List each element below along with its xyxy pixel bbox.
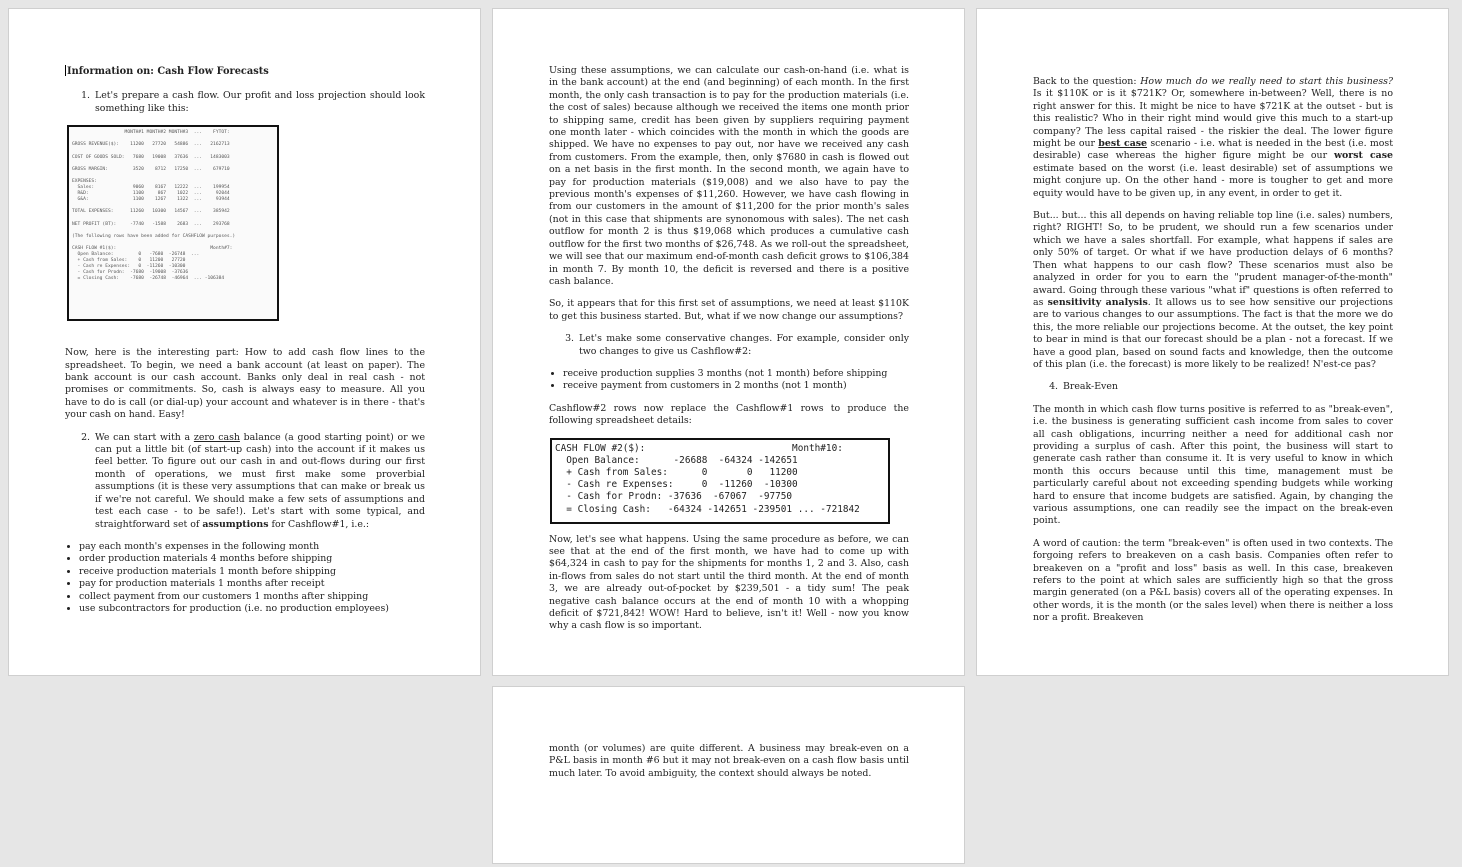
- table-line: + Cash from Sales: 0 11200 27720: [72, 258, 186, 264]
- numbered-list-2: [65, 432, 425, 531]
- page-3-content: [1033, 76, 1393, 635]
- numbered-list-4: [1033, 381, 1393, 393]
- text-cursor: [65, 65, 66, 76]
- list-item: • receive production materials 1 month before shipping: [79, 566, 425, 578]
- list-item: • pay for production materials 1 months after receipt: [79, 578, 425, 590]
- list-item-3: 3. Let's make some conservative changes. For example, consider only two changes to give us Cashflow#2:: [577, 333, 909, 358]
- table-line: = Closing Cash: -64324 -142651 -239501 ... -721842: [555, 503, 860, 515]
- document-page-1: [8, 8, 481, 676]
- table-line: MONTH#1 MONTH#2 MONTH#3 ... FYTOT:: [72, 130, 230, 136]
- paragraph: The month in which cash flow turns positive is referred to as "break-even", i.e. the business is generating sufficient cash income from sales to cover all cash obligations, incurring neither a need for additional cash nor providing a surplus of cash. After this point, the business will start to generate cash rather than consume it. It is very useful to know in which month this occurs because until this time, management must be particularly careful about not exceeding spending budgets while working hard to ensure that income budgets are satisfied. Again, by changing the various assumptions, one can readily see the impact on the break-even point.: [1033, 403, 1393, 527]
- table-line: - Cash re Expenses: 0 -11260 -10300: [72, 264, 186, 270]
- table-line: Sales: 9060 8167 12222 ... 199954: [72, 185, 230, 191]
- list-item: • order production materials 4 months before shipping: [79, 553, 425, 565]
- document-page-4: [492, 686, 965, 864]
- list-item-1: 1. Let's prepare a cash flow. Our profit and loss projection should look something like this:: [93, 90, 425, 115]
- document-page-3: [976, 8, 1449, 676]
- table-line: R&D: 1100 867 1022 ... 92044: [72, 191, 230, 197]
- list-item: • use subcontractors for production (i.e. no production employees): [79, 603, 425, 615]
- table-line: CASH FLOW #1($): Month#7:: [72, 246, 233, 251]
- paragraph: Using these assumptions, we can calculate our cash-on-hand (i.e. what is in the bank account) at the end (and beginning) of each month. In the first month, the only cash transaction is to pay for the production materials (i.e. the cost of sales) because although we received the items one month prior to shipping same, credit has been given by suppliers requiring payment one month later - which coincides with the month in which the goods are shipped. We have no expenses to pay out, nor have we received any cash from customers. From the example, then, only $7680 in cash is flowed out on a net basis in the first month. In the second month, we again have to pay for production materials ($19,008) and we also have to pay the previous month's expenses of $11,260. However, we have cash flowing in from our customers in the amount of $11,200 for the prior month's sales (not in this case that shipments are synonomous with sales). The net cash outflow for month 2 is thus $19,068 which produces a cumulative cash outflow for the first two months of $26,748. As we roll-out the spreadsheet, we will see that our maximum end-of-month cash deficit grows to $106,384 in month 7. By month 10, the deficit is reversed and there is a positive cash balance.: [549, 65, 909, 287]
- page-2-content: [549, 65, 909, 643]
- table-line: Open Balance: -26688 -64324 -142651: [555, 454, 798, 466]
- table-line: - Cash for Prodn: -7680 -19008 -37636: [72, 270, 189, 276]
- table-line: Open Balance: 0 -7680 -26748 ...: [72, 252, 200, 258]
- document-page-2: [492, 8, 965, 676]
- table-line: NET PROFIT (BT): -7740 -1588 2683 ... 293768: [72, 221, 230, 227]
- table-line: CASH FLOW #2($): Month#10:: [555, 442, 843, 454]
- list-item: • collect payment from our customers 1 months after shipping: [79, 591, 425, 603]
- paragraph: Cashflow#2 rows now replace the Cashflow#1 rows to produce the following spreadsheet details:: [549, 402, 909, 427]
- zero-cash-link[interactable]: zero cash: [193, 431, 240, 443]
- table-line: = Closing Cash: -7680 -26748 -46964 ... -106384: [72, 276, 225, 282]
- paragraph: But... but... this all depends on having reliable top line (i.e. sales) numbers, right? RIGHT! So, to be prudent, we should run a few scenarios under which we have a sales shortfall. For example, what happens if sales are only 50% of target. Or what if we have production delays of 6 months? Then what happens to our cash flow? These scenarios must also be analyzed in order for you to earn the "prudent manager-of-the-month" award. Going through these various "what if" questions is often referred to as sensitivity analysis. It allows us to see how sensitive our projections are to various changes to our assumptions. The fact is that the more we do this, the more reliable our projections become. At the outset, the key point to bear in mind is that our forecast should be a plan - not a forecast. If we have a good plan, based on sound facts and knowledge, then the outcome of this plan (i.e. the forecast) is more likely to be realized! N'est-ce pas?: [1033, 210, 1393, 370]
- table-line: GROSS MARGIN: 3520 8712 17250 ... 679710: [72, 166, 230, 172]
- numbered-list-1: [65, 90, 425, 115]
- list-item: • pay each month's expenses in the following month: [79, 541, 425, 553]
- numbered-list-3: [549, 333, 909, 358]
- list-item: • receive production supplies 3 months (not 1 month) before shipping: [563, 368, 909, 380]
- profit-loss-table: [67, 125, 279, 321]
- list-item-2: 2. We can start with a zero cash balance (a good starting point) or we can put a little bit (of start-up cash) into the account if it makes us feel better. To figure out our cash in and out-flows during our first month of operations, we must first make some proverbial assumptions (it is these very assumptions that can make or break us if we're not careful. We should make a few sets of assumptions and test each case - to be safe!). Let's start with some typical, and straightforward set of assumptions for Cashflow#1, i.e.:: [93, 432, 425, 531]
- paragraph: Now, let's see what happens. Using the same procedure as before, we can see that at the end of the first month, we have had to come up with $64,324 in cash to pay for the shipments for months 1, 2 and 3. Also, cash in-flows from sales do not start until the third month. At the end of month 3, we are already out-of-pocket by $239,501 - a tidy sum! The peak negative cash balance occurs at the end of month 10 with a whopping deficit of $721,842! WOW! Hard to believe, isn't it! Well - now you know why a cash flow is so important.: [549, 533, 909, 632]
- table-line: G&A: 1100 1267 1322 ... 93944: [72, 197, 230, 203]
- table-line: + Cash from Sales: 0 0 11200: [555, 466, 798, 478]
- table-line: GROSS REVENUE($): 11200 27720 54886 ... 2162713: [72, 142, 230, 148]
- table-line: EXPENSES:: [72, 178, 97, 184]
- page-1-content: [65, 65, 425, 625]
- paragraph: A word of caution: the term "break-even" is often used in two contexts. The forgoing refers to breakeven on a cash basis. Companies often refer to breakeven on a "profit and loss" basis as well. In this case, breakeven refers to the point at which sales are sufficiently high so that the gross margin generated (on a P&L basis) covers all of the operating expenses. In other words, it is the month (or the sales level) when there is neither a loss nor a profit. Breakeven: [1033, 537, 1393, 624]
- table-line: TOTAL EXPENSES: 11260 10300 14567 ... 385942: [72, 209, 230, 215]
- table-line: COST OF GOODS SOLD: 7680 19008 37636 ... 1483003: [72, 154, 230, 160]
- table-line: - Cash for Prodn: -37636 -67067 -97750: [555, 491, 793, 503]
- document-heading: Information on: Cash Flow Forecasts: [67, 66, 269, 77]
- changes-list: [549, 368, 909, 393]
- section-heading-break-even: 4. Break-Even: [1061, 381, 1393, 393]
- page-4-content: [549, 743, 909, 790]
- assumptions-list: [65, 541, 425, 615]
- cashflow-2-table: [550, 438, 890, 524]
- paragraph: Back to the question: How much do we really need to start this business? Is it $110K or is it $721K? Or, somewhere in-between? Well, there is no right answer for this. It might be nice to have $721K at the outset - but is this realistic? Who in their right mind would give this much to a start-up company? The less capital raised - the riskier the deal. The lower figure might be our best case scenario - i.e. what is needed in the best (i.e. most desirable) case whereas the higher figure might be our worst case estimate based on the worst (i.e. least desirable) set of assumptions we might conjure up. On the other hand - more is tougher to get and more equity would have to be given up, in any event, in order to get it.: [1033, 76, 1393, 199]
- paragraph: Now, here is the interesting part: How to add cash flow lines to the spreadsheet. To begin, we need a bank account (at least on paper). The bank account is our cash account. Banks only deal in real cash - not promises or commitments. So, cash is always easy to measure. All you have to do is call (or dial-up) your account and whatever is in there - that's your cash on hand. Easy!: [65, 347, 425, 421]
- paragraph: month (or volumes) are quite different. A business may break-even on a P&L basis in month #6 but it may not break-even on a cash flow basis until much later. To avoid ambiguity, the context should always be noted.: [549, 743, 909, 779]
- paragraph: So, it appears that for this first set of assumptions, we need at least $110K to get this business started. But, what if we now change our assumptions?: [549, 298, 909, 322]
- list-item: • receive payment from customers in 2 months (not 1 month): [563, 380, 909, 392]
- table-line: - Cash re Expenses: 0 -11260 -10300: [555, 479, 798, 491]
- table-line: (The following rows have been added for CASHFLOW purposes.): [72, 233, 236, 239]
